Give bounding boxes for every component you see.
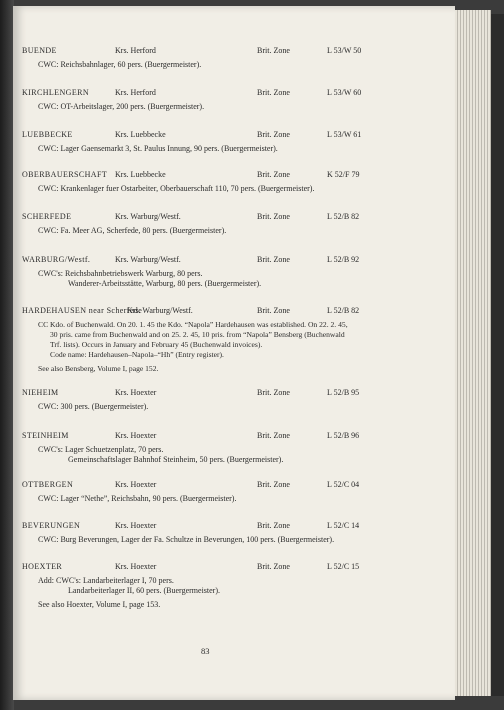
district: Krs. Hoexter [115,431,157,440]
zone: Brit. Zone [257,212,290,221]
grid-ref: L 52/C 14 [327,521,360,530]
place-name: OTTBERGEN [22,480,74,489]
grid-ref: L 52/C 15 [327,562,360,571]
district: Krs. Hoexter [115,388,157,397]
grid-ref: L 52/B 96 [327,431,360,440]
entry-ottbergen [22,480,442,504]
entry-line: Trf. lists). Occurs in January and February 45 (Buchenwald invoices). [50,340,263,349]
entry-kirchlengern [22,88,442,112]
zone: Brit. Zone [257,46,290,55]
entry-line: CWC: Krankenlager fuer Ostarbeiter, Oberbauerschaft 110, 70 pers. (Buergermeister). [38,184,315,193]
entry-hardehausen [22,306,442,374]
place-name: NIEHEIM [22,388,59,397]
grid-ref: L 52/B 95 [327,388,360,397]
entry-line: Wanderer-Arbeitsstätte, Warburg, 80 pers. (Buergermeister). [68,279,262,288]
grid-ref: L 52/C 04 [327,480,360,489]
entry-line: CWC: 300 pers. (Buergermeister). [38,402,149,411]
entry-buende [22,46,442,70]
entry-line: CWC: Fa. Meer AG, Scherfede, 80 pers. (Buergermeister). [38,226,227,235]
book-cover-edge [491,14,504,696]
district: Krs. Luebbecke [115,170,166,179]
book-spine [0,0,14,710]
district: Krs. Herford [115,46,156,55]
zone: Brit. Zone [257,431,290,440]
place-name: STEINHEIM [22,431,69,440]
place-name: HOEXTER [22,562,63,571]
entry-beverungen [22,521,442,545]
entry-line: CWC: OT-Arbeitslager, 200 pers. (Buergermeister). [38,102,205,111]
entry-nieheim [22,388,442,412]
grid-ref: L 52/B 92 [327,255,360,264]
entry-line: CWC: Lager Gaensemarkt 3, St. Paulus Innung, 90 pers. (Buergermeister). [38,144,278,153]
zone: Brit. Zone [257,255,290,264]
place-name: WARBURG/Westf. [22,255,91,264]
district: Krs. Herford [115,88,156,97]
zone: Brit. Zone [257,521,290,530]
entry-line: Gemeinschaftslager Bahnhof Steinheim, 50 pers. (Buergermeister). [68,455,284,464]
entry-line: Code name: Hardehausen–Napola–“Hh” (Entry register). [50,350,224,359]
entry-hoexter [22,562,442,610]
place-name: OBERBAUERSCHAFT [22,170,108,179]
zone: Brit. Zone [257,562,290,571]
see-also-line: See also Hoexter, Volume I, page 153. [38,600,161,609]
district: Krs. Hoexter [115,521,157,530]
see-also-line: See also Bensberg, Volume I, page 152. [38,364,159,373]
district: Krs. Warburg/Westf. [127,306,193,315]
entry-luebbecke [22,130,442,154]
page-edges [455,10,491,696]
entry-line: CC Kdo. of Buchenwald. On 20. 1. 45 the Kdo. “Napola” Hardehausen was established. On 22. 2. 45, [38,320,348,329]
entry-line: Landarbeiterlager II, 60 pers. (Buergermeister). [68,586,221,595]
entry-line: CWC: Lager “Nethe”, Reichsbahn, 90 pers. (Buergermeister). [38,494,237,503]
zone: Brit. Zone [257,388,290,397]
zone: Brit. Zone [257,88,290,97]
entry-oberbauerschaft [22,170,442,194]
district: Krs. Hoexter [115,480,157,489]
district: Krs. Luebbecke [115,130,166,139]
entry-scherfede [22,212,442,236]
district: Krs. Warburg/Westf. [115,255,181,264]
place-name: BEVERUNGEN [22,521,81,530]
zone: Brit. Zone [257,130,290,139]
grid-ref: L 53/W 60 [327,88,362,97]
zone: Brit. Zone [257,480,290,489]
entry-line: CWC's: Reichsbahnbetriebswerk Warburg, 80 pers. [38,269,203,278]
grid-ref: L 52/B 82 [327,306,360,315]
place-name: SCHERFEDE [22,212,72,221]
entry-line: Add: CWC's: Landarbeiterlager I, 70 pers. [38,576,174,585]
district: Krs. Warburg/Westf. [115,212,181,221]
entry-steinheim [22,431,442,465]
page-number: 83 [201,646,210,656]
entry-line: CWC's: Lager Schuetzenplatz, 70 pers. [38,445,164,454]
entry-line: CWC: Reichsbahnlager, 60 pers. (Buergermeister). [38,60,202,69]
place-name: LUEBBECKE [22,130,73,139]
zone: Brit. Zone [257,170,290,179]
zone: Brit. Zone [257,306,290,315]
grid-ref: K 52/F 79 [327,170,360,179]
district: Krs. Hoexter [115,562,157,571]
place-name: BUENDE [22,46,57,55]
place-name: KIRCHLENGERN [22,88,90,97]
grid-ref: L 52/B 82 [327,212,360,221]
entry-line: CWC: Burg Beverungen, Lager der Fa. Schultze in Beverungen, 100 pers. (Buergermeister). [38,535,335,544]
grid-ref: L 53/W 50 [327,46,362,55]
entry-warburg [22,255,442,289]
place-name: HARDEHAUSEN near Scherfede [22,306,143,315]
entry-line: 30 pris. came from Buchenwald and on 25. 2. 45, 10 pris. from “Napola” Bensberg (Buchenwald [50,330,345,339]
grid-ref: L 53/W 61 [327,130,362,139]
